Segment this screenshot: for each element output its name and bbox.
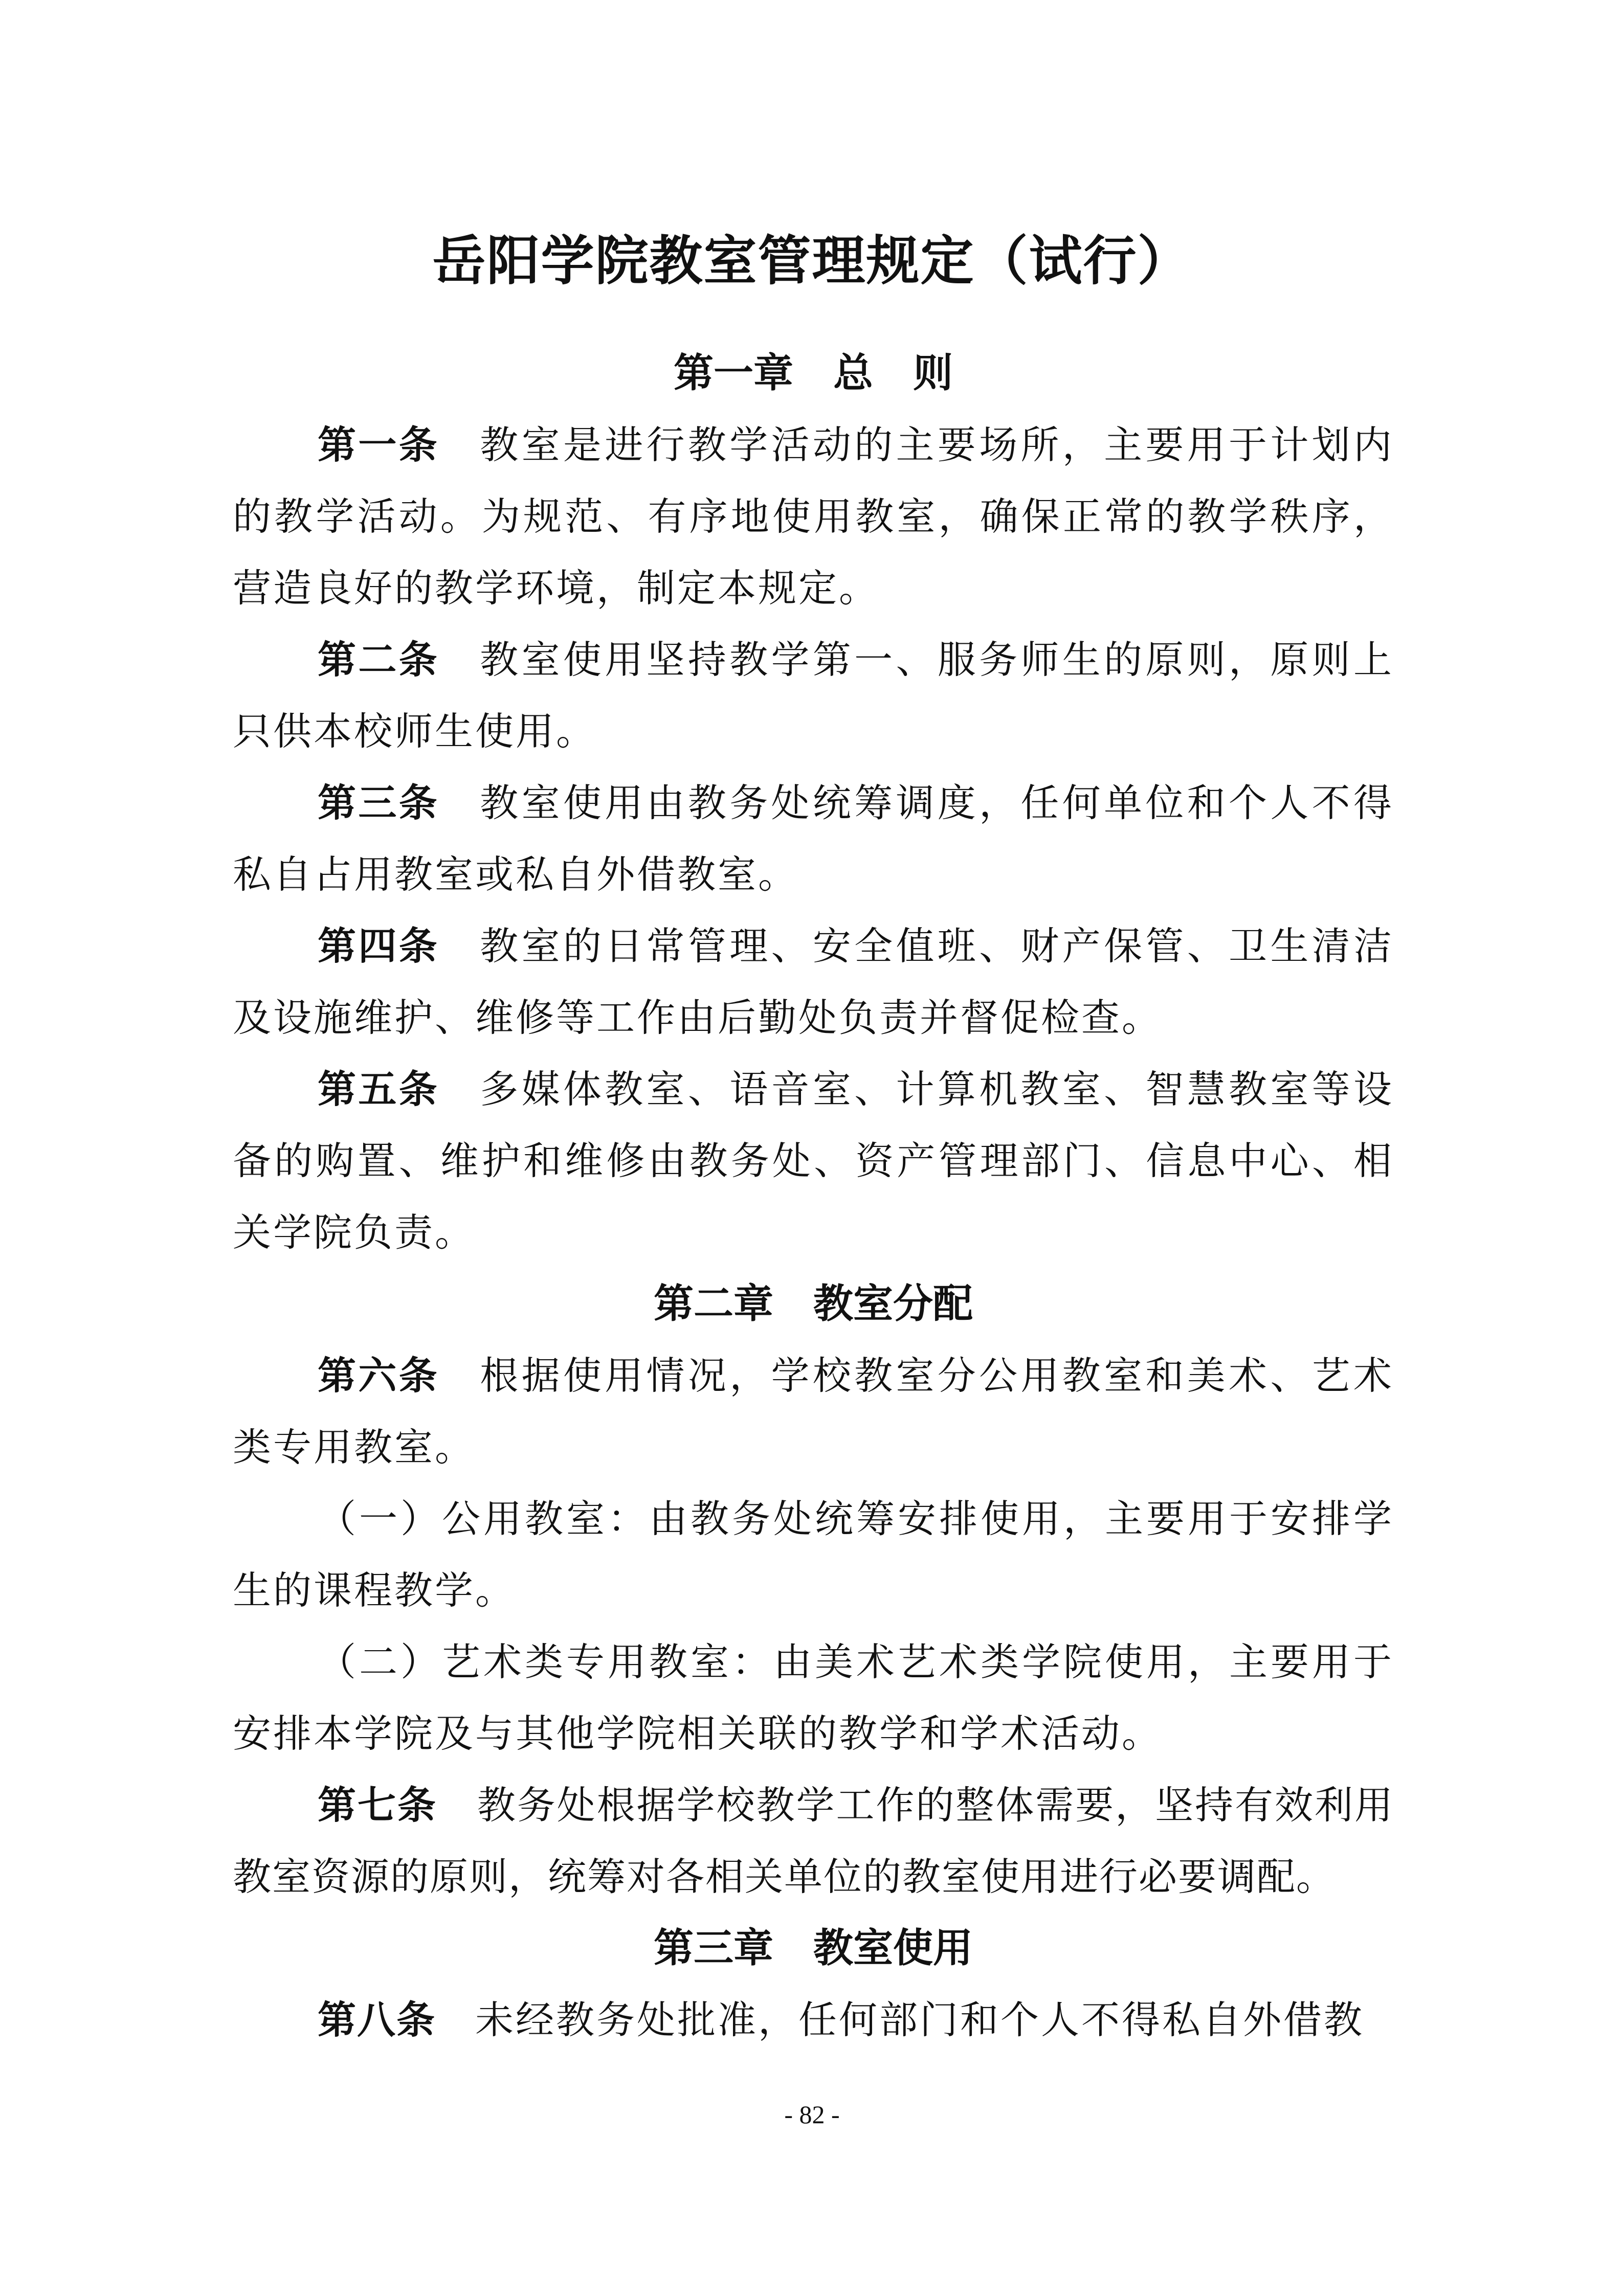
article-text: 根据使用情况，学校教室分公用教室和美术、艺术类专用教室。 [233,1353,1394,1470]
chapter-heading-3: 第三章 教室使用 [653,1925,973,1971]
chapter-heading-1: 第一章 总 则 [673,350,953,396]
article-label: 第六条 [318,1353,480,1398]
clause-text: （二）艺术类专用教室：由美术艺术类学院使用，主要用于安排本学院及与其他学院相关联的教学和学术活动。 [233,1639,1394,1756]
article-2 [233,624,1394,767]
article-text: 未经教务处批准，任何部门和个人不得私自外借教 [475,1997,1365,2042]
article-text: 教室的日常管理、安全值班、财产保管、卫生清洁及设施维护、维修等工作由后勤处负责并督促检查。 [233,924,1394,1040]
article-text: 教室使用坚持教学第一、服务师生的原则，原则上只供本校师生使用。 [233,637,1394,754]
clause-public-classrooms [233,1483,1394,1626]
clause-art-classrooms [233,1626,1394,1769]
article-label: 第五条 [318,1067,480,1112]
article-text: 教室使用由教务处统筹调度，任何单位和个人不得私自占用教室或私自外借教室。 [233,780,1394,897]
article-text: 多媒体教室、语音室、计算机教室、智慧教室等设备的购置、维护和维修由教务处、资产管理部门、信息中心、相关学院负责。 [233,1067,1394,1255]
article-label: 第四条 [318,924,480,969]
document-body [233,337,1394,2056]
article-label: 第一条 [318,422,480,467]
article-8 [233,1984,1394,2056]
article-text: 教务处根据学校教学工作的整体需要，坚持有效利用教室资源的原则，统筹对各相关单位的教室使用进行必要调配。 [233,1783,1394,1899]
article-7 [233,1769,1394,1912]
article-label: 第八条 [318,1997,476,2042]
document-title: 岳阳学院教室管理规定（试行） [432,230,1192,292]
article-4 [233,910,1394,1053]
chapter-heading-2: 第二章 教室分配 [653,1281,973,1327]
clause-text: （一）公用教室：由教务处统筹安排使用，主要用于安排学生的课程教学。 [233,1496,1394,1613]
article-5 [233,1053,1394,1268]
page-number: - 82 - [784,2100,840,2129]
article-label: 第七条 [318,1783,477,1828]
article-label: 第三条 [318,780,480,825]
article-6 [233,1340,1394,1483]
article-text: 教室是进行教学活动的主要场所，主要用于计划内的教学活动。为规范、有序地使用教室，确保正常的教学秩序，营造良好的教学环境，制定本规定。 [233,422,1394,611]
article-label: 第二条 [318,637,480,682]
article-1 [233,409,1394,624]
article-3 [233,767,1394,910]
